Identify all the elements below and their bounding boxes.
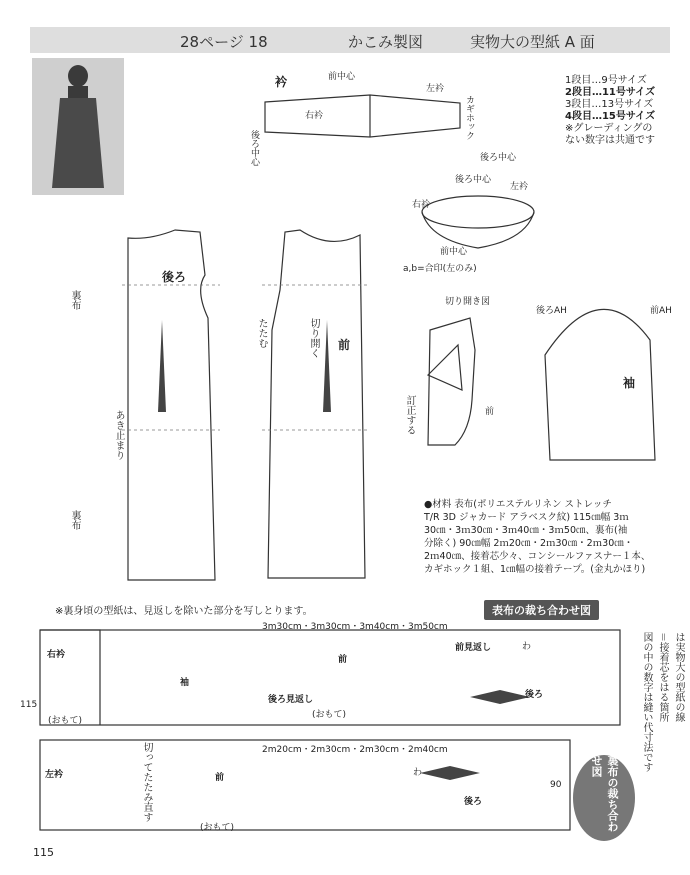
header-title: かこみ製図	[348, 33, 424, 51]
sleeve-label: 袖	[623, 376, 636, 390]
page-number: 115	[33, 846, 54, 859]
slash-front-label: 前	[485, 407, 495, 417]
inner-widths: 2m20cm・2m30cm・2m30cm・2m40cm	[262, 745, 448, 755]
correct-label: 訂正する	[404, 395, 415, 435]
layout-back-facing: 後ろ見返し	[268, 695, 314, 705]
collar-back-center-left: 後ろ中心	[249, 130, 259, 166]
layout-inner-front: 前	[215, 773, 225, 783]
layout-inner-back: 後ろ	[464, 797, 483, 807]
page-ref: 28ページ 18	[180, 33, 268, 51]
back-lining2-label: 裏布	[69, 510, 80, 530]
collar3d-right: 右衿	[412, 200, 431, 210]
collar-title: 衿	[275, 75, 288, 89]
side-note-3: 図の中の数字は縫い代寸法です	[641, 632, 652, 772]
layout-left-collar: 左衿	[45, 770, 64, 780]
outer-widths: 3m30cm・3m30cm・3m40cm・3m50cm	[262, 622, 448, 632]
front-label: 前	[338, 338, 351, 352]
layout-front-facing: 前見返し	[455, 643, 492, 653]
hook-label: カギホック	[464, 95, 474, 140]
materials: ●材料 表布(ポリエステルリネン ストレッチ T/R 3D ジャカード アラベスク紋) 115㎝幅 3ｍ 30㎝・3ｍ30㎝・3ｍ40㎝・3ｍ50㎝、裏布(袖 分除く) 90㎝幅 2ｍ20㎝・2ｍ30㎝・2ｍ30㎝・ 2ｍ40㎝、接着芯少々、コンシールファスナー１本、 カギホック１組、1㎝幅の接着テープ。(金丸かほり)	[424, 499, 651, 575]
collar3d-back-center: 後ろ中心	[455, 175, 492, 185]
fold-label: たたむ	[256, 318, 267, 348]
opening-label: あき止まり	[113, 410, 124, 460]
collar-back-center-right: 後ろ中心	[480, 153, 517, 163]
layout-sleeve: 袖	[180, 678, 190, 688]
ab-note: a,b=合印(左のみ)	[403, 264, 477, 274]
layout-omote-1: (おもて)	[48, 716, 83, 726]
inner-layout-title: 裏布の裁ち合わせ図	[573, 755, 635, 841]
outer-layout-title: 表布の裁ち合わせ図	[484, 600, 599, 620]
right-collar-label: 右衿	[305, 111, 324, 121]
layout-right-collar: 右衿	[47, 650, 66, 660]
collar3d-front: 前中心	[440, 247, 468, 257]
side-note-2: ＝接着芯をはる箇所	[657, 632, 668, 722]
pattern-label: 実物大の型紙 A 面	[470, 33, 595, 51]
back-lining-label: 裏布	[69, 290, 80, 310]
side-note-1: は実物大の型紙の線	[673, 632, 684, 722]
collar3d-left: 左衿	[510, 182, 529, 192]
lining-note: ※裏身頃の型紙は、見返しを除いた部分を写しとります。	[55, 606, 313, 617]
layout-wa-1: わ	[522, 642, 532, 652]
slash-title: 切り開き図	[445, 297, 491, 307]
front-armhole: 前AH	[650, 306, 672, 316]
back-armhole: 後ろAH	[536, 306, 567, 316]
layout-wa-2: わ	[413, 768, 423, 778]
cut-open-label: 切り開く	[308, 318, 319, 358]
size-legend: 1段目…9号サイズ 2段目…11号サイズ 3段目…13号サイズ 4段目…15号サイズ ※グレーディングの ない数字は共通です	[565, 75, 656, 146]
layout-front: 前	[338, 655, 348, 665]
layout-back: 後ろ	[525, 690, 544, 700]
back-label: 後ろ	[162, 270, 187, 284]
front-center-label: 前中心	[328, 72, 356, 82]
layout-omote-2: (おもて)	[312, 710, 347, 720]
outer-fabric-width: 115	[20, 700, 38, 710]
cut-fold-note: 切ってたたみ直す	[141, 742, 152, 822]
left-collar-label: 左衿	[426, 84, 445, 94]
inner-fabric-width: 90	[550, 780, 562, 790]
layout-omote-3: (おもて)	[200, 823, 235, 833]
